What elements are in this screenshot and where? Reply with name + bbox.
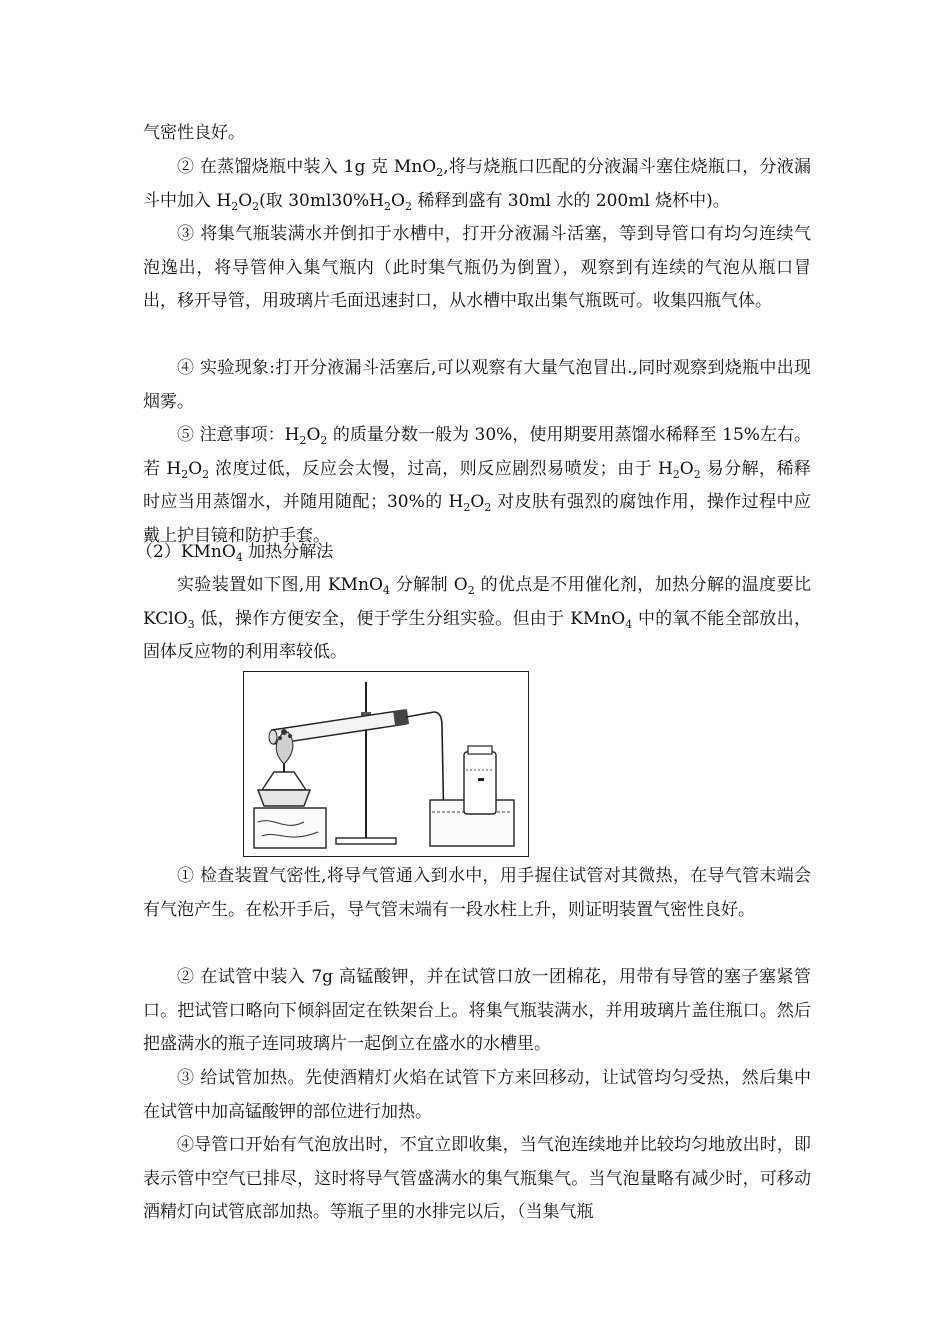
paragraph-airtight-result: 气密性良好。 — [143, 123, 245, 143]
alcohol-lamp — [258, 729, 310, 806]
paragraph-kmno4-step-3: ③ 给试管加热。先使酒精灯火焰在试管下方来回移动，让试管均匀受热，然后集中在试管中加高锰酸钾的部位进行加热。 — [143, 1068, 811, 1122]
paragraph-step-4-phenomenon: ④ 实验现象:打开分液漏斗活塞后,可以观察有大量气泡冒出.,同时观察到烧瓶中出现烟雾。 — [143, 358, 811, 412]
paragraph-apparatus-intro: 实验装置如下图,用 KMnO$_4$ 分解制 $O_2$ 的优点是不用催化剂，加热分解的温度要比 KClO$_3$ 低，操作方便安全，便于学生分组实验。但由于 KMnO$_4$ 中的氧不能全部放出，固体反应物的利用率较低。 — [143, 575, 811, 662]
paragraph-kmno4-step-4: ④导管口开始有气泡放出时，不宜立即收集，当气泡连续地并比较均匀地放出时，即表示管中空气已排尽，这时将导气管盛满水的集气瓶集气。当气泡量略有减少时，可移动酒精灯向试管底部加热。等瓶子里的水排完以后，（当集气瓶 — [143, 1135, 811, 1222]
apparatus-illustration — [244, 672, 528, 856]
paragraph-step-2-mno2: ② 在蒸馏烧瓶中装入 1g 克 MnO$_2$,将与烧瓶口匹配的分液漏斗塞住烧瓶口，分液漏斗中加入 $H_2O_2$(取 $30ml30\%H_2O_2$ 稀释到盛有 30ml 水的 200ml 烧杯中)。 — [143, 157, 811, 213]
paragraph-step-3-collect: ③ 将集气瓶装满水并倒扣于水槽中，打开分液漏斗活塞，等到导管口有均匀连续气泡逸出，将导管伸入集气瓶内（此时集气瓶仍为倒置），观察到有连续的气泡从瓶口冒出，移开导管，用玻璃片毛面迅速封口，从水槽中取出集气瓶既可。收集四瓶气体。 — [143, 224, 811, 311]
paragraph-kmno4-step-2: ② 在试管中装入 7g 高锰酸钾，并在试管口放一团棉花，用带有导管的塞子塞紧管口。把试管口略向下倾斜固定在铁架台上。将集气瓶装满水，并用玻璃片盖住瓶口。然后把盛满水的瓶子连同玻璃片一起倒立在盛水的水槽里。 — [143, 967, 811, 1054]
apparatus-figure — [243, 671, 529, 857]
section-heading-kmno4: （2）KMnO$_4$ 加热分解法 — [136, 542, 334, 564]
stand-base — [336, 838, 396, 844]
wooden-block — [254, 808, 326, 848]
paragraph-kmno4-step-1: ① 检查装置气密性,将导气管通入到水中，用手握住试管对其微热，在导气管末端会有气泡产生。在松开手后，导气管末端有一段水柱上升，则证明装置气密性良好。 — [143, 866, 811, 920]
paragraph-step-5-notes: ⑤ 注意事项：$H_2O_2$ 的质量分数一般为 30%，使用期要用蒸馏水稀释至 15%左右。若 $H_2O_2$ 浓度过低，反应会太慢，过高，则反应剧烈易喷发；由于 $H_2O_2$ 易分解，稀释时应当用蒸馏水，并随用随配；30%的 $H_2O_2$ 对皮肤有强烈的腐蚀作用，操作过程中应戴上护目镜和防护手套。 — [143, 425, 812, 546]
gas-collecting-bottle — [464, 746, 496, 814]
